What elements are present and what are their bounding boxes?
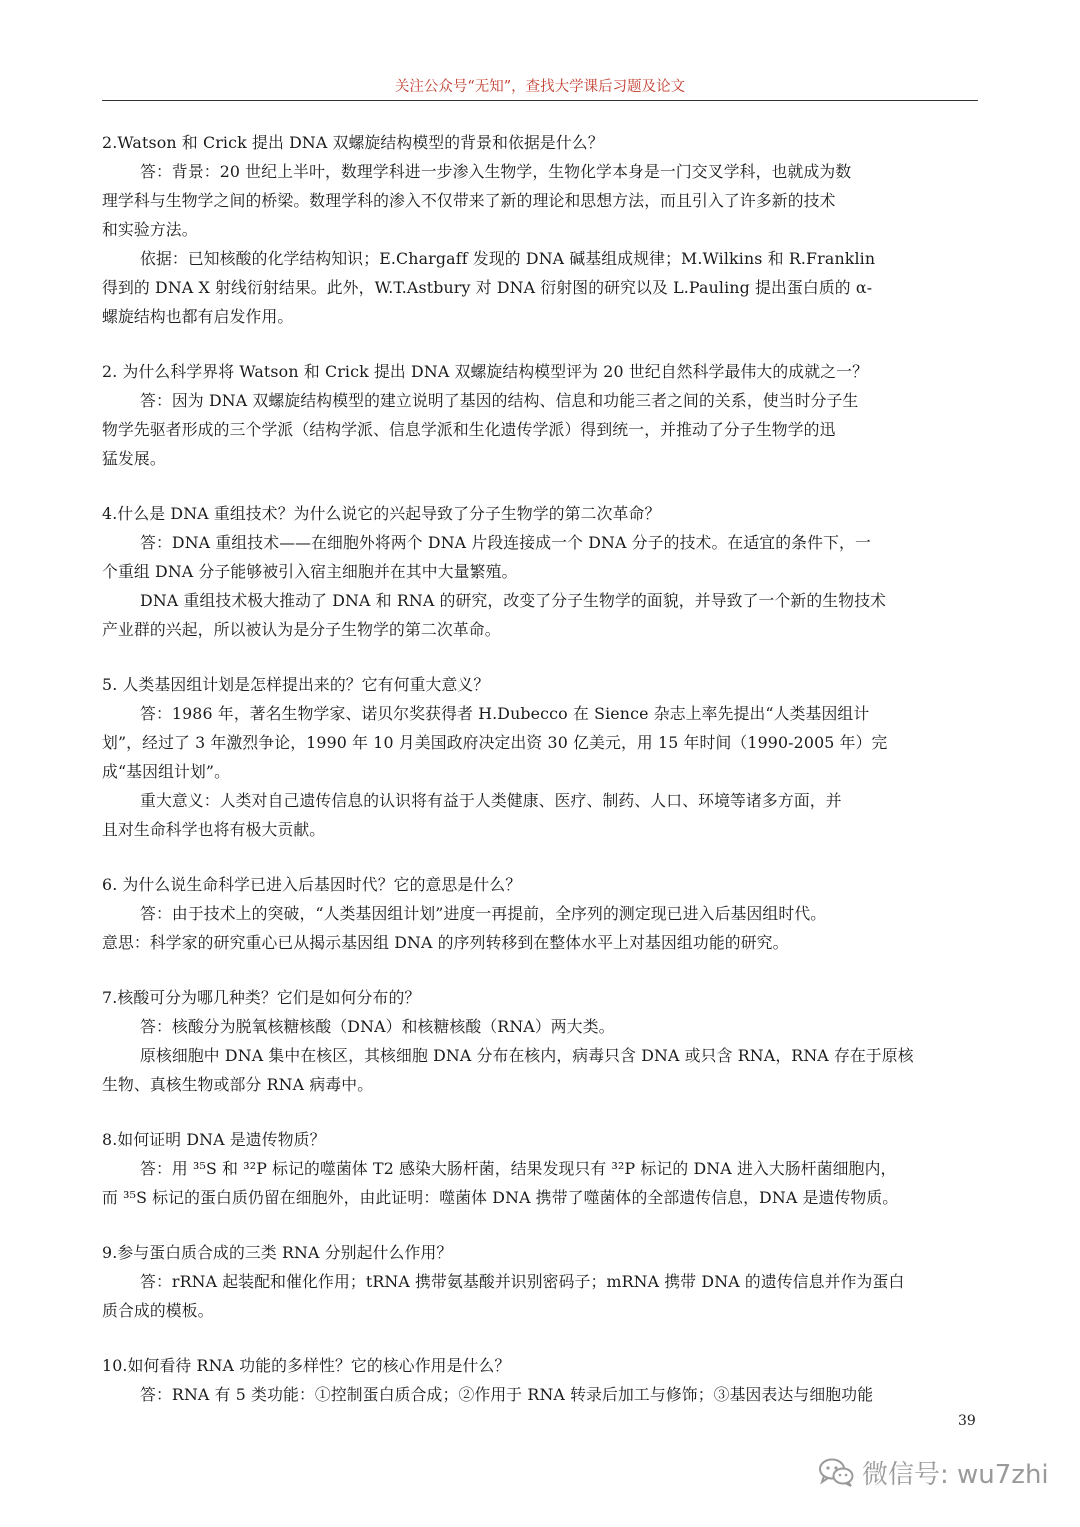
page-header: 关注公众号“无知”，查找大学课后习题及论文 [394, 79, 686, 95]
qa-block [102, 1125, 978, 1212]
answer-line: 而 ³⁵S 标记的蛋白质仍留在细胞外，由此证明：噬菌体 DNA 携带了噬菌体的全部遗传信息，DNA 是遗传物质。 [102, 1188, 899, 1207]
question: 9.参与蛋白质合成的三类 RNA 分别起什么作用？ [102, 1243, 453, 1262]
answer-line: 答：rRNA 起装配和催化作用；tRNA 携带氨基酸并识别密码子；mRNA 携带 DNA 的遗传信息并作为蛋白 [140, 1272, 905, 1291]
qa-block [102, 1238, 978, 1325]
wechat-watermark [818, 1452, 1049, 1492]
question: 6. 为什么说生命科学已进入后基因时代？它的意思是什么？ [102, 875, 522, 894]
question: 5. 人类基因组计划是怎样提出来的？它有何重大意义？ [102, 675, 490, 694]
question: 4.什么是 DNA 重组技术？为什么说它的兴起导致了分子生物学的第二次革命？ [102, 504, 661, 523]
answer-line: 答：背景：20 世纪上半叶，数理学科进一步渗入生物学，生物化学本身是一门交叉学科，也就成为数 [140, 162, 852, 181]
question: 8.如何证明 DNA 是遗传物质？ [102, 1130, 326, 1149]
answer-line: 答：用 ³⁵S 和 ³²P 标记的噬菌体 T2 感染大肠杆菌，结果发现只有 ³²P 标记的 DNA 进入大肠杆菌细胞内， [140, 1159, 897, 1178]
answer-line: 答：由于技术上的突破，“人类基因组计划”进度一再提前，全序列的测定现已进入后基因组时代。 [140, 904, 827, 923]
answer-line: 产业群的兴起，所以被认为是分子生物学的第二次革命。 [102, 620, 501, 639]
answer-line: 猛发展。 [102, 449, 166, 468]
header-rule [102, 100, 978, 101]
answer-line: 质合成的模板。 [102, 1301, 214, 1320]
answer-line: 依据：已知核酸的化学结构知识；E.Chargaff 发现的 DNA 碱基组成规律；M.Wilkins 和 R.Franklin [140, 249, 876, 268]
qa-block [102, 983, 978, 1099]
qa-block [102, 670, 978, 844]
answer-line: 螺旋结构也都有启发作用。 [102, 307, 294, 326]
answer-line: 得到的 DNA X 射线衍射结果。此外，W.T.Astbury 对 DNA 衍射图的研究以及 L.Pauling 提出蛋白质的 α- [102, 278, 873, 297]
answer-line: 理学科与生物学之间的桥梁。数理学科的渗入不仅带来了新的理论和思想方法，而且引入了许多新的技术 [102, 191, 836, 210]
answer-line: 物学先驱者形成的三个学派（结构学派、信息学派和生化遗传学派）得到统一，并推动了分子生物学的迅 [102, 420, 836, 439]
answer-line: 成“基因组计划”。 [102, 762, 231, 781]
answer-line: 答：1986 年，著名生物学家、诺贝尔奖获得者 H.Dubecco 在 Sience 杂志上率先提出“人类基因组计 [140, 704, 870, 723]
question: 7.核酸可分为哪几种类？它们是如何分布的？ [102, 988, 421, 1007]
question: 10.如何看待 RNA 功能的多样性？它的核心作用是什么？ [102, 1356, 511, 1375]
wechat-icon [818, 1457, 854, 1487]
answer-line: DNA 重组技术极大推动了 DNA 和 RNA 的研究，改变了分子生物学的面貌，并导致了一个新的生物技术 [140, 591, 887, 610]
qa-block [102, 870, 978, 957]
answer-line: 答：核酸分为脱氧核糖核酸（DNA）和核糖核酸（RNA）两大类。 [140, 1017, 615, 1036]
watermark-text: 微信号: wu7zhi [862, 1459, 1049, 1490]
answer-line: 答：因为 DNA 双螺旋结构模型的建立说明了基因的结构、信息和功能三者之间的关系，使当时分子生 [140, 391, 859, 410]
answer-line: 生物、真核生物或部分 RNA 病毒中。 [102, 1075, 374, 1094]
answer-line: 答：DNA 重组技术——在细胞外将两个 DNA 片段连接成一个 DNA 分子的技术。在适宜的条件下，一 [140, 533, 871, 552]
answer-line: 重大意义：人类对自己遗传信息的认识将有益于人类健康、医疗、制药、人口、环境等诸多方面，并 [140, 791, 842, 810]
answer-line: 答：RNA 有 5 类功能：①控制蛋白质合成；②作用于 RNA 转录后加工与修饰；③基因表达与细胞功能 [140, 1385, 874, 1404]
qa-block [102, 128, 978, 331]
answer-line: 意思：科学家的研究重心已从揭示基因组 DNA 的序列转移到在整体水平上对基因组功能的研究。 [102, 933, 789, 952]
answer-line: 且对生命科学也将有极大贡献。 [102, 820, 326, 839]
answer-line: 原核细胞中 DNA 集中在核区，其核细胞 DNA 分布在核内，病毒只含 DNA 或只含 RNA，RNA 存在于原核 [140, 1046, 914, 1065]
question: 2.Watson 和 Crick 提出 DNA 双螺旋结构模型的背景和依据是什么？ [102, 133, 604, 152]
document-body [102, 128, 978, 1435]
answer-line: 划”，经过了 3 年激烈争论，1990 年 10 月美国政府决定出资 30 亿美元，用 15 年时间（1990-2005 年）完 [102, 733, 888, 752]
question: 2. 为什么科学界将 Watson 和 Crick 提出 DNA 双螺旋结构模型评为 20 世纪自然科学最伟大的成就之一？ [102, 362, 869, 381]
page-number: 39 [958, 1413, 976, 1429]
answer-line: 和实验方法。 [102, 220, 198, 239]
answer-line: 个重组 DNA 分子能够被引入宿主细胞并在其中大量繁殖。 [102, 562, 518, 581]
qa-block [102, 499, 978, 644]
qa-block [102, 357, 978, 473]
qa-block [102, 1351, 978, 1409]
